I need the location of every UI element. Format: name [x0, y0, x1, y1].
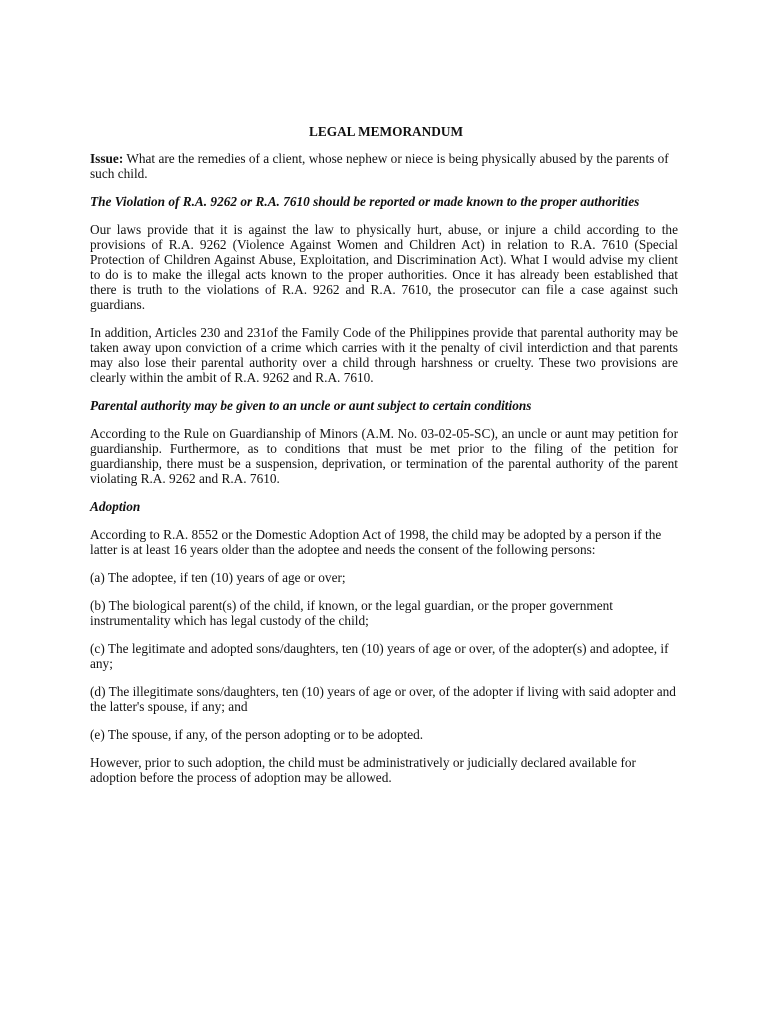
- memo-title: LEGAL MEMORANDUM: [308, 124, 464, 139]
- paragraph-adoption-intro: According to R.A. 8552 or the Domestic Adoption Act of 1998, the child may be adopted by a person if the latter is at least 16 years older than the adoptee and needs the consent of the following persons:: [90, 527, 662, 557]
- list-item-a: (a) The adoptee, if ten (10) years of age or over;: [90, 570, 346, 585]
- issue-paragraph: [90, 151, 678, 181]
- heading-violation: The Violation of R.A. 9262 or R.A. 7610 should be reported or made known to the proper authorities: [90, 194, 640, 209]
- heading-adoption: Adoption: [90, 499, 141, 514]
- issue-label: Issue:: [90, 151, 124, 166]
- list-item-c: (c) The legitimate and adopted sons/daughters, ten (10) years of age or over, of the adopter(s) and adoptee, if any;: [90, 641, 669, 671]
- paragraph-guardianship: According to the Rule on Guardianship of Minors (A.M. No. 03-02-05-SC), an uncle or aunt may petition for guardianship. Furthermore, as to conditions that must be met prior to the filing of the petition for guardianship, there must be a suspension, deprivation, or termination of the parental authority of the parent violating R.A. 9262 and R.A. 7610.: [90, 426, 678, 486]
- heading-parental-authority: Parental authority may be given to an uncle or aunt subject to certain conditions: [90, 398, 532, 413]
- memo-body: [90, 124, 678, 798]
- issue-text: What are the remedies of a client, whose nephew or niece is being physically abused by the parents of such child.: [90, 151, 669, 181]
- list-item-e: (e) The spouse, if any, of the person adopting or to be adopted.: [90, 727, 424, 742]
- paragraph-family-code: In addition, Articles 230 and 231of the Family Code of the Philippines provide that parental authority may be taken away upon conviction of a crime which carries with it the penalty of civil interdiction and that parents may also lose their parental authority over a child through harshness or cruelty. These two provisions are clearly within the ambit of R.A. 9262 and R.A. 7610.: [90, 325, 678, 385]
- paragraph-laws: Our laws provide that it is against the law to physically hurt, abuse, or injure a child according to the provisions of R.A. 9262 (Violence Against Women and Children Act) in relation to R.A. 7610 (Special Protection of Children Against Abuse, Exploitation, and Discrimination Act). What I would advise my client to do is to make the illegal acts known to the proper authorities. Once it has already been established that there is truth to the violations of R.A. 9262 and R.A. 7610, the prosecutor can file a case against such guardians.: [90, 222, 678, 312]
- list-item-d: (d) The illegitimate sons/daughters, ten (10) years of age or over, of the adopter if living with said adopter and the latter's spouse, if any; and: [90, 684, 676, 714]
- paragraph-closing: However, prior to such adoption, the child must be administratively or judicially declared available for adoption before the process of adoption may be allowed.: [90, 755, 636, 785]
- list-item-b: (b) The biological parent(s) of the child, if known, or the legal guardian, or the proper government instrumentality which has legal custody of the child;: [90, 598, 613, 628]
